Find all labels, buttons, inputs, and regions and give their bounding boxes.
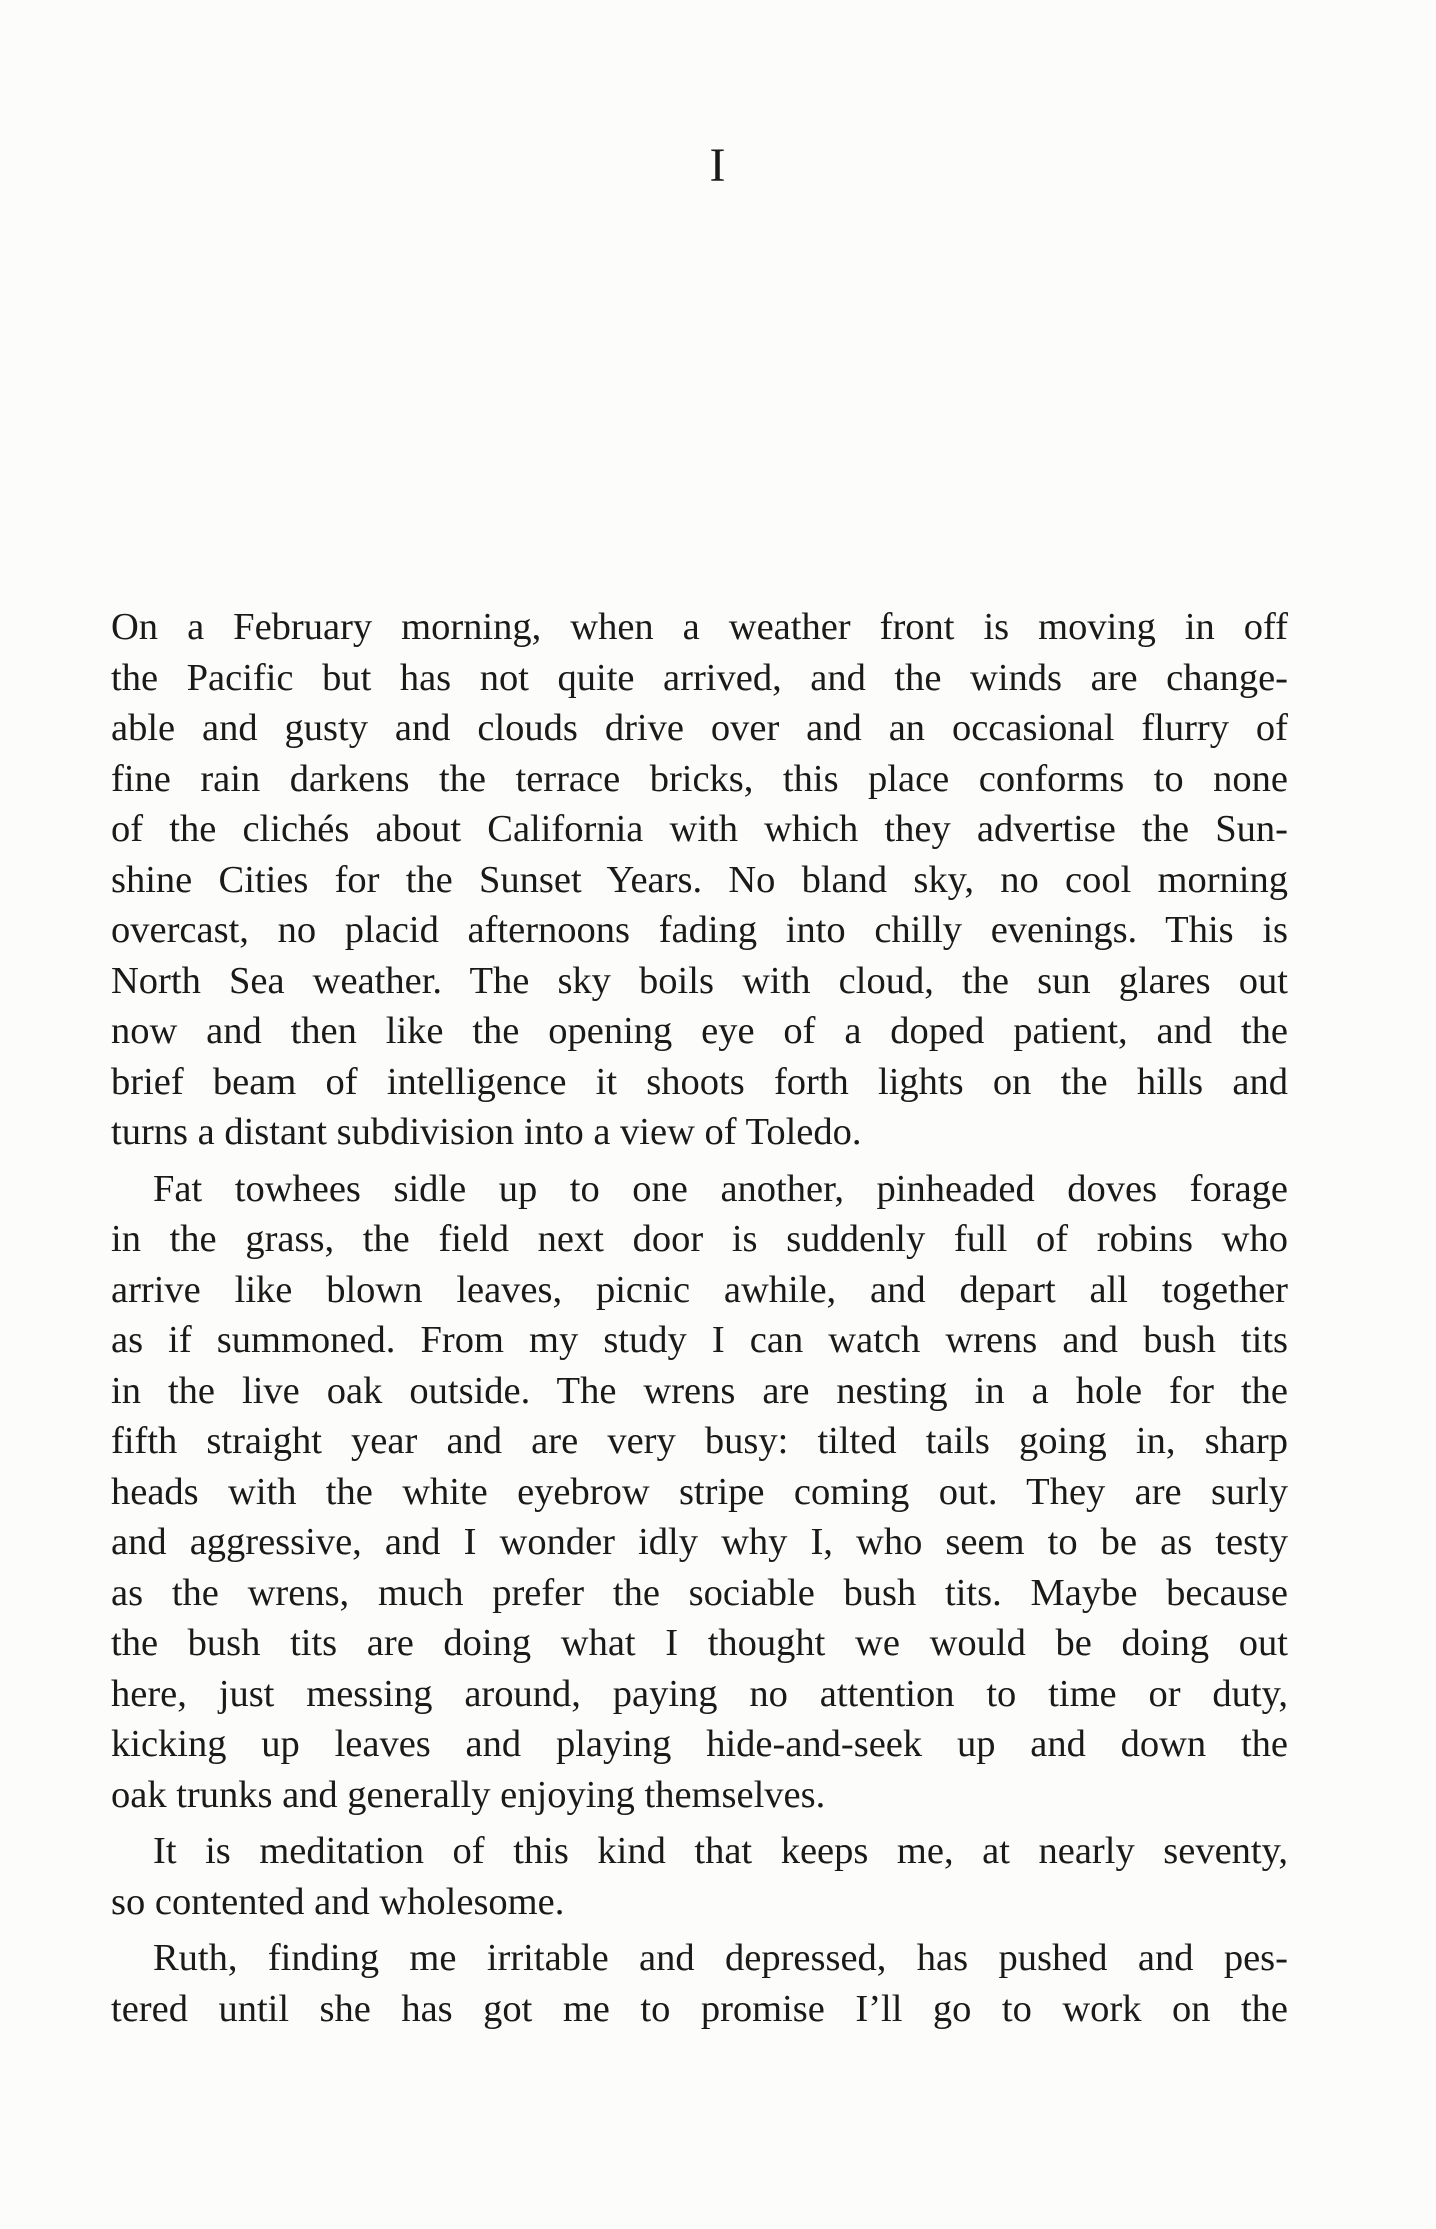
text-line: able and gusty and clouds drive over and an occasional flurry of [111, 707, 1288, 749]
text-line: and aggressive, and I wonder idly why I, who seem to be as testy [111, 1521, 1288, 1563]
text-line: in the grass, the field next door is suddenly full of robins who [111, 1218, 1288, 1260]
text-line: tered until she has got me to promise I’ll go to work on the [111, 1987, 1288, 2030]
text-line: oak trunks and generally enjoying themselves. [111, 1773, 826, 1816]
chapter-number: I [709, 139, 727, 192]
paragraph-3 [111, 1826, 1288, 1927]
paragraph-4 [111, 1933, 1288, 2034]
text-line: as if summoned. From my study I can watch wrens and bush tits [111, 1319, 1288, 1361]
text-line: Fat towhees sidle up to one another, pinheaded doves forage [153, 1167, 1288, 1210]
text-line: On a February morning, when a weather front is moving in off [111, 606, 1288, 648]
text-line: North Sea weather. The sky boils with cloud, the sun glares out [111, 959, 1288, 1002]
text-line: overcast, no placid afternoons fading into chilly evenings. This is [111, 909, 1288, 951]
text-line: arrive like blown leaves, picnic awhile, and depart all together [111, 1268, 1288, 1311]
text-line: shine Cities for the Sunset Years. No bland sky, no cool morning [111, 858, 1288, 901]
paragraph-2 [111, 1164, 1288, 1821]
text-line: It is meditation of this kind that keeps me, at nearly seventy, [153, 1830, 1288, 1872]
text-line: fine rain darkens the terrace bricks, this place conforms to none [111, 757, 1288, 800]
text-line: as the wrens, much prefer the sociable bush tits. Maybe because [111, 1571, 1288, 1614]
text-line: heads with the white eyebrow stripe coming out. They are surly [111, 1470, 1288, 1513]
text-line: now and then like the opening eye of a doped patient, and the [111, 1010, 1288, 1052]
text-line: fifth straight year and are very busy: tilted tails going in, sharp [111, 1420, 1288, 1462]
text-line: here, just messing around, paying no attention to time or duty, [111, 1672, 1288, 1715]
text-line: the bush tits are doing what I thought we would be doing out [111, 1622, 1288, 1664]
body-text [111, 602, 1288, 2040]
text-line: Ruth, finding me irritable and depressed, has pushed and pes- [153, 1937, 1288, 1979]
text-line: so contented and wholesome. [111, 1880, 565, 1923]
text-line: turns a distant subdivision into a view of Toledo. [111, 1111, 862, 1153]
text-line: of the clichés about California with which they advertise the Sun- [111, 808, 1288, 850]
text-line: the Pacific but has not quite arrived, and the winds are change- [111, 656, 1288, 699]
text-line: brief beam of intelligence it shoots forth lights on the hills and [111, 1060, 1288, 1103]
text-line: kicking up leaves and playing hide-and-seek up and down the [111, 1723, 1288, 1765]
paragraph-1 [111, 602, 1288, 1158]
text-line: in the live oak outside. The wrens are nesting in a hole for the [111, 1369, 1288, 1412]
